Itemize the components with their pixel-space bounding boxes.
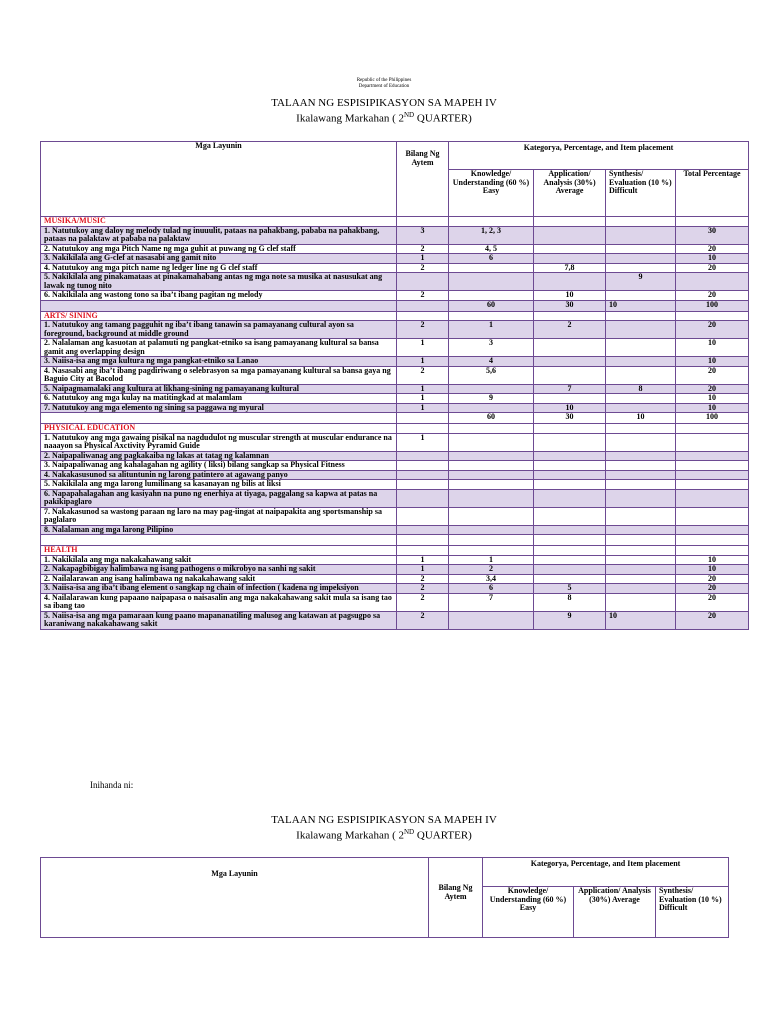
bilang-cell (397, 480, 449, 490)
knowledge-cell: 1 (449, 555, 534, 565)
empty-cell (449, 546, 534, 556)
synthesis-cell (606, 433, 676, 451)
page-title: TALAAN NG ESPISIPIKASYON SA MAPEH IV (271, 97, 497, 109)
second-col-header-bilang: Bilang Ng Aytem (429, 858, 483, 938)
synthesis-cell (606, 339, 676, 357)
objective-text: 2. Nakapagbibigay halimbawa ng isang pathogens o mikrobyo na sanhi ng sakit (41, 565, 397, 575)
objective-text: 2. Nailalarawan ang isang halimbawa ng nakakahawang sakit (41, 574, 397, 584)
objective-text: 3. Naiisa-isa ang mga kultura ng mga pangkat-etniko sa Lanao (41, 357, 397, 367)
empty-cell (449, 217, 534, 227)
table-row (41, 384, 749, 394)
application-cell (534, 451, 606, 461)
objective-text: 6. Napapahalagahan ang kasiyahn na puno ng enerhiya at tiyaga, paggalang sa kapwa at patas na pakikipaglaro (41, 489, 397, 507)
knowledge-cell: 60 (449, 413, 534, 424)
bilang-cell: 2 (397, 574, 449, 584)
second-col-header-application: Application/ Analysis (30%) Average (574, 887, 656, 938)
bilang-cell: 1 (397, 433, 449, 451)
table-row (41, 321, 749, 339)
total-cell: 20 (676, 574, 749, 584)
second-page-title: TALAAN NG ESPISIPIKASYON SA MAPEH IV (271, 814, 497, 826)
total-cell: 30 (676, 226, 749, 244)
empty-cell (606, 217, 676, 227)
objective-text: 7. Nakakasunod sa wastong paraan ng laro na may pag-iingat at naipapakita ang sportsmanship sa paglalaro (41, 507, 397, 525)
application-cell (534, 555, 606, 565)
section-header-row (41, 424, 749, 434)
application-cell: 2 (534, 321, 606, 339)
table-row (41, 291, 749, 301)
application-cell (534, 366, 606, 384)
bilang-cell (397, 470, 449, 480)
objective-text: 3. Naipapaliwanag ang kahalagahan ng agility ( liksi) bilang sangkap sa Physical Fitness (41, 461, 397, 471)
application-cell: 8 (534, 593, 606, 611)
col-header-layunin: Mga Layunin (41, 142, 397, 217)
synthesis-cell (606, 451, 676, 461)
application-cell (534, 535, 606, 546)
department-line: Department of Education (358, 84, 410, 89)
objective-text: 2. Natutukoy ang mga Pitch Name ng mga guhit at puwang ng G clef staff (41, 244, 397, 254)
knowledge-cell: 60 (449, 300, 534, 311)
table-row (41, 300, 749, 311)
table-row (41, 489, 749, 507)
synthesis-cell (606, 263, 676, 273)
synthesis-cell: 9 (606, 273, 676, 291)
table-row (41, 565, 749, 575)
table-row (41, 394, 749, 404)
objective-text (41, 413, 397, 424)
total-cell: 10 (676, 565, 749, 575)
synthesis-cell (606, 555, 676, 565)
total-cell: 100 (676, 300, 749, 311)
knowledge-cell (449, 611, 534, 629)
knowledge-cell: 5,6 (449, 366, 534, 384)
table-row (41, 433, 749, 451)
knowledge-cell (449, 489, 534, 507)
knowledge-cell (449, 433, 534, 451)
empty-cell (397, 546, 449, 556)
application-cell (534, 273, 606, 291)
synthesis-cell (606, 593, 676, 611)
application-cell: 7,8 (534, 263, 606, 273)
section-title: ARTS/ SINING (41, 311, 397, 321)
table-row (41, 555, 749, 565)
synthesis-cell: 10 (606, 300, 676, 311)
col-header-knowledge: Knowledge/ Understanding (60 %) Easy (449, 170, 534, 217)
application-cell (534, 507, 606, 525)
empty-cell (397, 311, 449, 321)
second-specification-table (40, 857, 729, 938)
synthesis-cell (606, 489, 676, 507)
specification-table (40, 141, 749, 630)
table-row (41, 244, 749, 254)
synthesis-cell (606, 565, 676, 575)
total-cell: 20 (676, 611, 749, 629)
second-col-header-synthesis: Synthesis/ Evaluation (10 %) Difficult (656, 887, 729, 938)
knowledge-cell (449, 470, 534, 480)
bilang-cell: 2 (397, 593, 449, 611)
knowledge-cell: 6 (449, 584, 534, 594)
synthesis-cell: 10 (606, 413, 676, 424)
empty-cell (397, 424, 449, 434)
section-header-row (41, 311, 749, 321)
bilang-cell (397, 300, 449, 311)
objective-text (41, 535, 397, 546)
section-header-row (41, 217, 749, 227)
synthesis-cell (606, 461, 676, 471)
total-cell: 10 (676, 403, 749, 413)
table-row (41, 226, 749, 244)
empty-cell (606, 546, 676, 556)
table-row (41, 366, 749, 384)
objective-text: 3. Nakikilala ang G-clef at nasasabi ang gamit nito (41, 254, 397, 264)
bilang-cell: 1 (397, 394, 449, 404)
application-cell: 9 (534, 611, 606, 629)
objective-text: 1. Natutukoy ang daloy ng melody tulad ng inuuulit, pataas na pahakbang, pababa na pahakbang, pataas na palaktaw at pababa na palaktaw (41, 226, 397, 244)
total-cell: 20 (676, 584, 749, 594)
second-col-header-kategorya: Kategorya, Percentage, and Item placement (483, 858, 729, 887)
objective-text (41, 300, 397, 311)
empty-cell (534, 424, 606, 434)
bilang-cell: 2 (397, 611, 449, 629)
synthesis-cell (606, 584, 676, 594)
knowledge-cell (449, 263, 534, 273)
application-cell: 30 (534, 413, 606, 424)
objective-text: 2. Naipapaliwanag ang pagkakaiba ng lakas at tatag ng kalamnan (41, 451, 397, 461)
table-row (41, 611, 749, 629)
objective-text: 6. Natutukoy ang mga kulay na matitingkad at malamlam (41, 394, 397, 404)
bilang-cell: 1 (397, 403, 449, 413)
total-cell: 10 (676, 339, 749, 357)
knowledge-cell (449, 507, 534, 525)
section-title: HEALTH (41, 546, 397, 556)
total-cell (676, 470, 749, 480)
application-cell (534, 226, 606, 244)
col-header-application: Application/ Analysis (30%) Average (534, 170, 606, 217)
col-header-total: Total Percentage (676, 170, 749, 217)
table-row (41, 461, 749, 471)
col-header-synthesis: Synthesis/ Evaluation (10 %) Difficult (606, 170, 676, 217)
section-header-row (41, 546, 749, 556)
republic-line: Republic of the Philippines (356, 78, 412, 83)
second-col-header-knowledge: Knowledge/ Understanding (60 %) Easy (483, 887, 574, 938)
application-cell (534, 565, 606, 575)
objective-text: 3. Naiisa-isa ang iba’t ibang element o sangkap ng chain of infection ( kadena ng impeksiyon (41, 584, 397, 594)
synthesis-cell (606, 226, 676, 244)
knowledge-cell (449, 480, 534, 490)
knowledge-cell: 9 (449, 394, 534, 404)
total-cell (676, 433, 749, 451)
knowledge-cell: 1, 2, 3 (449, 226, 534, 244)
knowledge-cell: 4, 5 (449, 244, 534, 254)
application-cell (534, 394, 606, 404)
table-row (41, 507, 749, 525)
application-cell: 10 (534, 291, 606, 301)
objective-text: 8. Nalalaman ang mga larong Pilipino (41, 525, 397, 535)
bilang-cell: 2 (397, 263, 449, 273)
synthesis-cell (606, 244, 676, 254)
knowledge-cell: 7 (449, 593, 534, 611)
application-cell (534, 480, 606, 490)
total-cell (676, 451, 749, 461)
application-cell (534, 254, 606, 264)
bilang-cell: 1 (397, 555, 449, 565)
empty-cell (534, 546, 606, 556)
synthesis-cell: 10 (606, 611, 676, 629)
total-cell: 10 (676, 357, 749, 367)
table-row (41, 273, 749, 291)
total-cell: 20 (676, 291, 749, 301)
total-cell: 20 (676, 263, 749, 273)
application-cell: 30 (534, 300, 606, 311)
second-col-header-layunin: Mga Layunin (41, 858, 429, 938)
objective-text: 4. Natutukoy ang mga pitch name ng ledger line ng G clef staff (41, 263, 397, 273)
empty-cell (676, 311, 749, 321)
bilang-cell: 1 (397, 357, 449, 367)
knowledge-cell (449, 291, 534, 301)
application-cell: 10 (534, 403, 606, 413)
bilang-cell (397, 535, 449, 546)
objective-text: 5. Nakikilala ang pinakamataas at pinakamahabang antas ng mga note sa musika at nasusukat ang lawak ng tunog nito (41, 273, 397, 291)
section-title: PHYSICAL EDUCATION (41, 424, 397, 434)
bilang-cell (397, 461, 449, 471)
prepared-by-label: Inihanda ni: (90, 780, 134, 790)
bilang-cell: 3 (397, 226, 449, 244)
total-cell (676, 507, 749, 525)
synthesis-cell (606, 480, 676, 490)
document-letterhead (0, 78, 768, 90)
knowledge-cell (449, 451, 534, 461)
bilang-cell (397, 525, 449, 535)
bilang-cell (397, 507, 449, 525)
bilang-cell: 2 (397, 584, 449, 594)
page-subtitle: Ikalawang Markahan ( 2ND QUARTER) (296, 111, 472, 125)
synthesis-cell (606, 394, 676, 404)
synthesis-cell (606, 574, 676, 584)
synthesis-cell (606, 321, 676, 339)
bilang-cell: 1 (397, 339, 449, 357)
knowledge-cell (449, 525, 534, 535)
table-row (41, 525, 749, 535)
table-row (41, 593, 749, 611)
objective-text: 4. Nakakasusunod sa alituntunin ng larong patintero at agawang panyo (41, 470, 397, 480)
synthesis-cell (606, 470, 676, 480)
application-cell (534, 244, 606, 254)
knowledge-cell: 2 (449, 565, 534, 575)
knowledge-cell (449, 384, 534, 394)
knowledge-cell: 3,4 (449, 574, 534, 584)
bilang-cell (397, 451, 449, 461)
col-header-bilang: Bilang Ng Aytem (397, 142, 449, 217)
table-row (41, 451, 749, 461)
knowledge-cell: 3 (449, 339, 534, 357)
application-cell (534, 461, 606, 471)
objective-text: 1. Natutukoy ang tamang pagguhit ng iba’t ibang tanawin sa pamayanang cultural ayon sa foreground, background at middle ground (41, 321, 397, 339)
application-cell (534, 489, 606, 507)
objective-text: 5. Naiisa-isa ang mga pamaraan kung paano mapananatiling malusog ang katawan at pagsugpo sa karaniwang nakakahawang sakit (41, 611, 397, 629)
knowledge-cell (449, 535, 534, 546)
empty-cell (534, 311, 606, 321)
empty-cell (449, 311, 534, 321)
empty-cell (397, 217, 449, 227)
table-row (41, 470, 749, 480)
table-row (41, 574, 749, 584)
total-cell (676, 489, 749, 507)
knowledge-cell (449, 403, 534, 413)
total-cell: 10 (676, 555, 749, 565)
synthesis-cell (606, 254, 676, 264)
total-cell (676, 273, 749, 291)
empty-cell (676, 217, 749, 227)
application-cell: 5 (534, 584, 606, 594)
col-header-kategorya: Kategorya, Percentage, and Item placement (449, 142, 749, 170)
total-cell (676, 535, 749, 546)
total-cell: 100 (676, 413, 749, 424)
objective-text: 5. Naipagmamalaki ang kultura at likhang-sining ng pamayanang kultural (41, 384, 397, 394)
empty-cell (449, 424, 534, 434)
bilang-cell: 2 (397, 321, 449, 339)
table-row (41, 584, 749, 594)
application-cell (534, 525, 606, 535)
objective-text: 6. Nakikilala ang wastong tono sa iba’t ibang pagitan ng melody (41, 291, 397, 301)
total-cell: 20 (676, 321, 749, 339)
application-cell (534, 357, 606, 367)
bilang-cell: 1 (397, 254, 449, 264)
bilang-cell: 1 (397, 384, 449, 394)
application-cell: 7 (534, 384, 606, 394)
section-title: MUSIKA/MUSIC (41, 217, 397, 227)
knowledge-cell: 1 (449, 321, 534, 339)
objective-text: 4. Nasasabi ang iba’t ibang pagdiriwang o selebrasyon sa mga pamayanang kultural sa bansa gaya ng Baguio City at Bacolod (41, 366, 397, 384)
application-cell (534, 339, 606, 357)
empty-cell (606, 424, 676, 434)
synthesis-cell (606, 357, 676, 367)
total-cell (676, 461, 749, 471)
application-cell (534, 433, 606, 451)
empty-cell (606, 311, 676, 321)
bilang-cell: 2 (397, 366, 449, 384)
application-cell (534, 470, 606, 480)
bilang-cell: 2 (397, 244, 449, 254)
objective-text: 4. Nailalarawan kung papaano naipapasa o naisasalin ang mga nakakahawang sakit mula sa isang tao sa ibang tao (41, 593, 397, 611)
table-row (41, 357, 749, 367)
bilang-cell (397, 489, 449, 507)
total-cell: 20 (676, 244, 749, 254)
bilang-cell: 2 (397, 291, 449, 301)
objective-text: 1. Nakikilala ang mga nakakahawang sakit (41, 555, 397, 565)
total-cell: 20 (676, 384, 749, 394)
empty-cell (676, 424, 749, 434)
synthesis-cell (606, 403, 676, 413)
empty-cell (676, 546, 749, 556)
table-row (41, 339, 749, 357)
empty-cell (534, 217, 606, 227)
second-page-subtitle: Ikalawang Markahan ( 2ND QUARTER) (296, 828, 472, 842)
bilang-cell (397, 413, 449, 424)
total-cell: 20 (676, 366, 749, 384)
knowledge-cell: 4 (449, 357, 534, 367)
synthesis-cell (606, 525, 676, 535)
synthesis-cell (606, 507, 676, 525)
synthesis-cell (606, 291, 676, 301)
objective-text: 1. Natutukoy ang mga gawaing pisikal na nagdudulot ng muscular strength at muscular endurance na naaayon sa Physical Axctivity Pyramid Guide (41, 433, 397, 451)
table-row (41, 254, 749, 264)
total-cell (676, 525, 749, 535)
synthesis-cell (606, 366, 676, 384)
table-row (41, 403, 749, 413)
total-cell (676, 480, 749, 490)
application-cell (534, 574, 606, 584)
objective-text: 2. Nalalaman ang kasuotan at palamuti ng pangkat-etniko sa isang pamayanang kultural sa bansa gamit ang overlapping design (41, 339, 397, 357)
synthesis-cell (606, 535, 676, 546)
objective-text: 5. Nakikilala ang mga larong lumilinang sa kasanayan ng bilis at liksi (41, 480, 397, 490)
table-row (41, 535, 749, 546)
total-cell: 10 (676, 254, 749, 264)
knowledge-cell: 6 (449, 254, 534, 264)
knowledge-cell (449, 273, 534, 291)
synthesis-cell: 8 (606, 384, 676, 394)
knowledge-cell (449, 461, 534, 471)
objective-text: 7. Natutukoy ang mga elemento ng sining sa paggawa ng myural (41, 403, 397, 413)
bilang-cell: 1 (397, 565, 449, 575)
table-row (41, 263, 749, 273)
total-cell: 20 (676, 593, 749, 611)
table-row (41, 413, 749, 424)
total-cell: 10 (676, 394, 749, 404)
bilang-cell (397, 273, 449, 291)
table-row (41, 480, 749, 490)
